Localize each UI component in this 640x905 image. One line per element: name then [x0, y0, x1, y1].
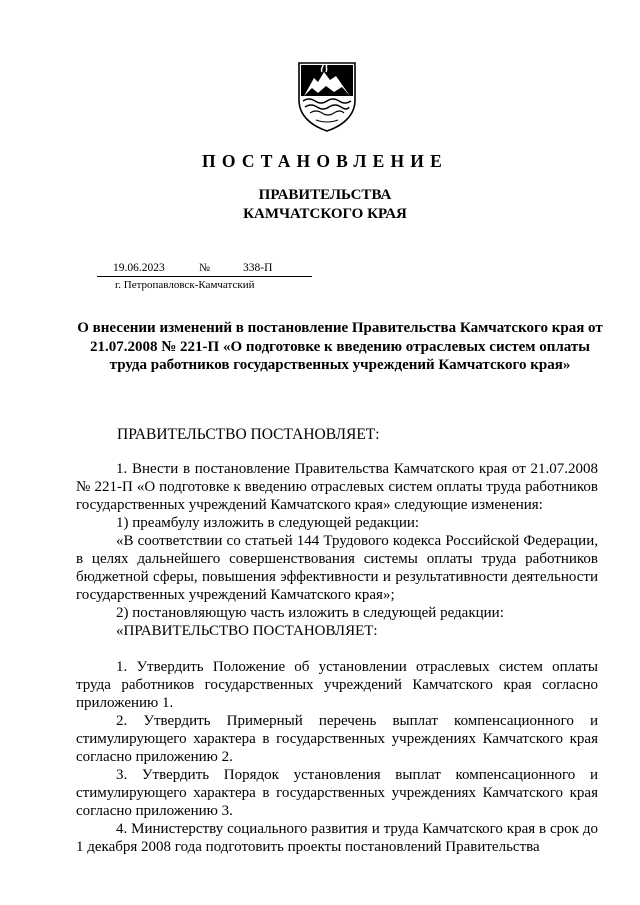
paragraph-9: 4. Министерству социального развития и труда Камчатского края в срок до 1 декабря 2008 года подготовить проекты постановлений Правительства	[76, 821, 598, 855]
number-sign: №	[199, 262, 210, 274]
document-subject: О внесении изменений в постановление Правительства Камчатского края от 21.07.2008 № 221-П «О подготовке к введению отраслевых систем оплаты труда работников государственных учреждений Камчатского края»	[77, 320, 603, 373]
paragraph-2: 1) преамбулу изложить в следующей редакции:	[116, 515, 420, 531]
paragraph-4: 2) постановляющую часть изложить в следующей редакции:	[116, 605, 504, 621]
paragraph-7: 2. Утвердить Примерный перечень выплат компенсационного и стимулирующего характера в государственных учреждениях Камчатского края согласно приложению 2.	[76, 713, 598, 765]
kamchatka-coat-of-arms-icon	[296, 60, 358, 134]
paragraph-6: 1. Утвердить Положение об установлении отраслевых систем оплаты труда работников государственных учреждений Камчатского края согласно приложению 1.	[76, 659, 598, 711]
document-body	[76, 460, 598, 856]
paragraph-1: 1. Внести в постановление Правительства Камчатского края от 21.07.2008 № 221-П «О подготовке к введению отраслевых систем оплаты труда работников государственных учреждений Камчатского края» следующие изменения:	[76, 461, 598, 513]
paragraph-8: 3. Утвердить Порядок установления выплат компенсационного и стимулирующего характера в государственных учреждениях Камчатского края согласно приложению 3.	[76, 767, 598, 819]
document-number: 338-П	[243, 262, 273, 274]
issuer-line-2: КАМЧАТСКОГО КРАЯ	[243, 206, 407, 222]
paragraph-3: «В соответствии со статьей 144 Трудового кодекса Российской Федерации, в целях дальнейшего совершенствования системы оплаты труда работников бюджетной сферы, повышения эффективности и результативности деятельности государственных учреждений Камчатского края»;	[76, 533, 598, 603]
document-date-number-line	[97, 262, 312, 277]
issuer-title	[0, 186, 640, 224]
document-city: г. Петропавловск-Камчатский	[115, 279, 255, 291]
document-date: 19.06.2023	[113, 262, 165, 274]
paragraph-5: «ПРАВИТЕЛЬСТВО ПОСТАНОВЛЯЕТ:	[116, 623, 378, 639]
document-type-title: ПОСТАНОВЛЕНИЕ	[202, 151, 448, 171]
issuer-line-1: ПРАВИТЕЛЬСТВА	[258, 187, 392, 203]
resolution-heading: ПРАВИТЕЛЬСТВО ПОСТАНОВЛЯЕТ:	[117, 426, 380, 443]
